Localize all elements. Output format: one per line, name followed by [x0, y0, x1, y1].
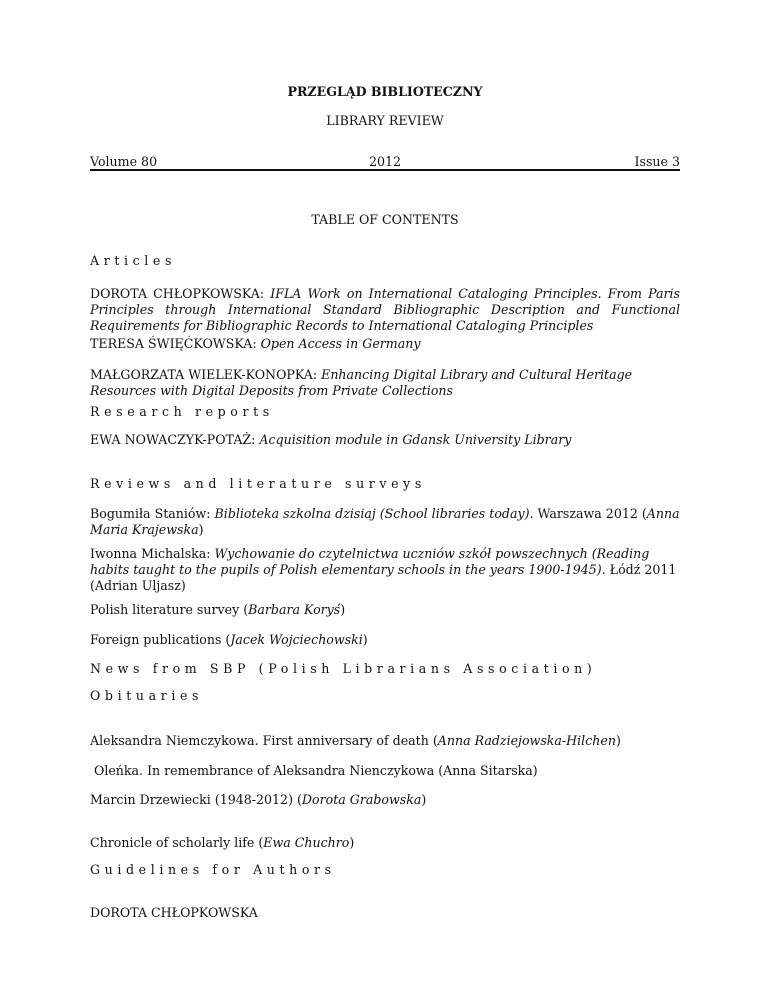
entry-title: Acquisition module in Gdansk University Library	[259, 432, 572, 447]
entry-close: )	[340, 602, 346, 617]
toc-entry-a1	[90, 286, 680, 334]
toc-entry-o1	[90, 733, 680, 749]
entry-name: Dorota Grabowska	[301, 792, 422, 807]
entry-rest: Łódź 2011 (Adrian Uljasz)	[90, 562, 677, 593]
toc-entry-v1	[90, 506, 680, 538]
issue-meta-row	[90, 154, 680, 170]
entry-reviewer: Anna Maria Krajewska	[90, 506, 680, 537]
entry-pre: Chronicle of scholarly life (	[90, 835, 264, 850]
toc-entry-r1	[90, 432, 680, 448]
section-guidelines: Guidelines for Authors	[90, 862, 336, 877]
toc-entry-chronicle	[90, 835, 680, 851]
section-news: News from SBP (Polish Librarians Association)	[90, 661, 597, 676]
entry-title: Wychowanie do czytelnictwa uczniów szkół powszechnych (Reading habits taught to the pupils of Polish elementary schools in the years 1900-1945).	[90, 546, 650, 577]
entry-close: )	[615, 733, 621, 748]
entry-author: Iwonna Michalska:	[90, 546, 215, 561]
entry-author: EWA NOWACZYK-POTAŻ:	[90, 432, 260, 447]
entry-name: Anna Radziejowska-Hilchen	[437, 733, 616, 748]
section-articles: Articles	[90, 253, 177, 268]
toc-entry-v2	[90, 546, 680, 594]
journal-title-en: LIBRARY REVIEW	[326, 113, 444, 128]
entry-pre: Foreign publications (	[90, 632, 231, 647]
toc-heading: TABLE OF CONTENTS	[311, 212, 459, 227]
section-research-reports: Research reports	[90, 404, 274, 419]
entry-name: Barbara Koryś	[248, 602, 341, 617]
entry-rest: Warszawa 2012 (	[533, 506, 647, 521]
toc-entry-v4	[90, 632, 680, 648]
entry-author: MAŁGORZATA WIELEK-KONOPKA:	[90, 367, 322, 382]
journal-title-pl: PRZEGLĄD BIBLIOTECZNY	[287, 84, 483, 99]
entry-author: DOROTA CHŁOPKOWSKA:	[90, 286, 271, 301]
entry-pre: Polish literature survey (	[90, 602, 249, 617]
entry-pre: Aleksandra Niemczykowa. First anniversary of death (	[90, 733, 438, 748]
footer-author: DOROTA CHŁOPKOWSKA	[90, 905, 258, 920]
year-label: 2012	[368, 154, 402, 169]
header-rule	[90, 169, 680, 171]
section-obituaries: Obituaries	[90, 688, 204, 703]
entry-close: )	[362, 632, 368, 647]
entry-name: Ewa Chuchro	[263, 835, 350, 850]
entry-close: )	[198, 522, 204, 537]
entry-pre: Marcin Drzewiecki (1948-2012) (	[90, 792, 302, 807]
entry-title: Enhancing Digital Library and Cultural Heritage Resources with Digital Deposits from Private Collections	[90, 367, 633, 398]
entry-close: )	[349, 835, 355, 850]
toc-entry-o2: Oleńka. In remembrance of Aleksandra Nienczykowa (Anna Sitarska)	[90, 763, 538, 778]
entry-name: Jacek Wojciechowski	[230, 632, 363, 647]
entry-title: IFLA Work on International Cataloging Principles. From Paris Principles through International Standard Bibliographic Description and Functional Requirements for Bibliographic Records to International Cataloging Principles	[90, 286, 680, 333]
section-reviews: Reviews and literature surveys	[90, 476, 426, 491]
entry-author: Bogumiła Staniów:	[90, 506, 215, 521]
issue-label: Issue 3	[634, 154, 680, 169]
toc-entry-a3	[90, 367, 680, 399]
volume-label: Volume 80	[90, 154, 158, 169]
entry-author: TERESA ŚWIĘĆKOWSKA:	[90, 336, 261, 351]
toc-entry-a2	[90, 336, 680, 352]
entry-title: Open Access in Germany	[260, 336, 421, 351]
entry-title: Biblioteka szkolna dzisiaj (School libraries today).	[214, 506, 534, 521]
toc-entry-v3	[90, 602, 680, 618]
entry-close: )	[421, 792, 427, 807]
toc-entry-o3	[90, 792, 680, 808]
